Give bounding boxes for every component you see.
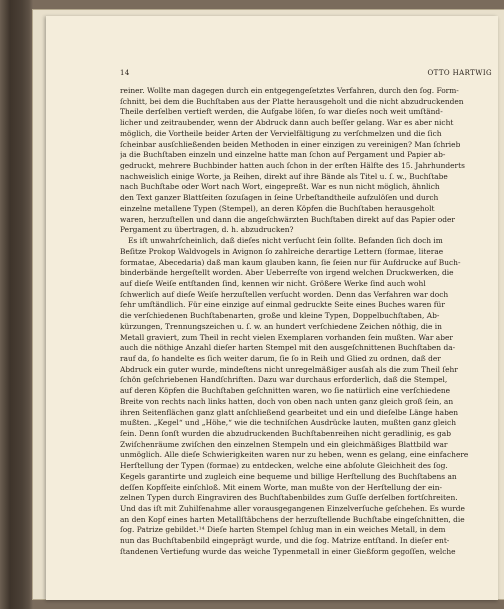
text-line: gedruckt, mehrere Buchbinder hatten auch ſchon in der erſten Hälfte des 15. Jahrhunderts: [120, 161, 465, 171]
text-line: ſog. Patrize gebildet.¹⁴ Dieſe harten Stempel ſchlug man in ein weiches Metall, in dem: [120, 525, 446, 535]
text-line: Beſitze Prokop Waldvogels in Avignon ſo zahlreiche derartige Lettern (formae, literae: [120, 246, 444, 256]
text-line: waren, herzuſtellen und dann die angeſchwärzten Buchſtaben direkt auf das Papier oder: [120, 214, 455, 224]
text-line: ſchön geſchriebenen Handſchriften. Dazu war durchaus erforderlich, daß die Stempel,: [120, 375, 448, 385]
text-line: Abdruck ein guter wurde, mindeſtens nicht unregelmäßiger ausſah als die zum Theil ſehr: [120, 364, 458, 374]
text-line: ſtandenen Vertiefung wurde das weiche Typenmetall in einer Gießform gegoſſen, welche: [120, 546, 456, 556]
text-line: auf deren Köpfen die Buchſtaben geſchnitten waren, wo ſie natürlich eine verſchiedene: [120, 386, 451, 396]
text-line: Theile derſelben vertieft werden, die Aufgabe löſen, ſo war dieſes noch weit umſtänd-: [120, 107, 443, 117]
text-line: binderbände hergeſtellt worden. Aber Ueberreſte von irgend welchen Druckwerken, die: [120, 268, 454, 278]
text-line: den Text ganzer Blattſeiten ſozuſagen in ſeine Urbeſtandtheile aufzulöſen und durch: [120, 193, 439, 203]
text-line: Pergament zu übertragen, d. h. abzudrucken?: [120, 225, 294, 235]
text-line: mußten. „Kegel“ und „Höhe,“ wie die techniſchen Ausdrücke lauten, mußten ganz gleich: [120, 418, 457, 428]
text-line: auch die nöthige Anzahl dieſer harten Stempel mit den ausgeſchnittenen Buchſtaben da-: [120, 343, 456, 353]
page-header: [120, 69, 492, 81]
text-line: ſein. Denn ſonſt wurden die abzudruckenden Buchſtabenreihen nicht geradlinig, es gab: [120, 429, 451, 438]
text-line: Metall graviert, zum Theil in recht vielen Exemplaren vorhanden ſein mußten. War aber: [120, 332, 453, 342]
text-line: licher und zeitraubender, wenn der Abdruck dann auch beſſer gelang. War es aber nicht: [120, 118, 454, 128]
text-line: nachweislich einige Worte, ja Reihen, direkt auf ihre Bände als Titel u. ſ. w., Buchſtabe: [120, 171, 448, 181]
text-line: ja die Buchſtaben einzeln und einzelne hatte man ſchon auf Pergament und Papier ab-: [120, 150, 446, 160]
text-line: zelnen Typen durch Eingraviren des Buchſtabenbildes zum Guſſe derſelben fortſchreiten.: [120, 493, 458, 503]
text-line: ſehr umſtändlich. Für eine einzige auf einmal gedruckte Seite eines Buches waren für: [120, 300, 445, 310]
text-line: ſcheinbar ausſchließenden beiden Methoden in einer einzigen zu vereinigen? Man ſchrieb: [120, 139, 461, 149]
text-line: Breite von rechts nach links hatten, doch von oben nach unten ganz gleich groß ſein, an: [120, 396, 454, 406]
text-line: ſchwerlich auf dieſe Weiſe herzuſtellen verſucht worden. Denn das Verfahren war doch: [120, 289, 449, 299]
text-line: an den Kopf eines harten Metallſtäbchens der herzuſtellende Buchſtabe eingeſchnitten, die: [120, 514, 465, 524]
page-number: 14: [120, 69, 130, 77]
text-line: möglich, die Vortheile beider Arten der Vervielfältigung zu verſchmelzen und die ſich: [120, 128, 442, 138]
text-line: nun das Buchſtabenbild eingeprägt wurde, und die ſog. Matrize entſtand. In dieſer ent-: [120, 536, 450, 546]
text-line: Und das iſt mit Zuhilfenahme aller vorausgegangenen Einzelverſuche geſchehen. Es wurde: [120, 504, 465, 514]
running-head: OTTO HARTWIG: [427, 69, 492, 77]
text-line: Es iſt unwahrſcheinlich, daß dieſes nicht verſucht ſein ſollte. Befanden ſich doch im: [128, 236, 443, 246]
text-line: Kegels garantirte und zugleich eine bequeme und billige Herſtellung des Buchſtabens an: [120, 471, 457, 481]
text-line: ſchnitt, bei dem die Buchſtaben aus der Platte herausgeholt und die nicht abzudruckenden: [120, 96, 464, 106]
text-line: Herſtellung der Typen (formae) zu entdecken, welche eine abſolute Gleichheit des ſog.: [120, 461, 448, 471]
text-line: auf dieſe Weiſe entſtanden ſind, kennen wir nicht. Größere Werke ſind auch wohl: [120, 278, 426, 288]
text-line: formatae, Abecedaria) daß man kaum glauben kann, ſie ſeien nur für Aufdrucke auf Buch-: [120, 257, 461, 267]
body-text: [120, 86, 492, 558]
text-line: ihren Seitenflächen ganz glatt anſchließend gearbeitet und ein und dieſelbe Länge haben: [120, 407, 459, 417]
text-line: die verſchiedenen Buchſtabenarten, große und kleine Typen, Doppelbuchſtaben, Ab-: [120, 311, 440, 321]
text-line: Zwiſchenräume zwiſchen den einzelnen Stempeln und ein gleichmäßiges Blattbild war: [120, 439, 448, 449]
text-line: rauf da, ſo handelte es ſich weiter darum, ſie ſo in Reih und Glied zu ordnen, daß der: [120, 353, 441, 363]
text-line: einzelne metallene Typen (Stempel), an deren Köpfen die Buchſtaben herausgeholt: [120, 203, 435, 213]
text-line: nach Buchſtabe oder Wort nach Wort, eingepreßt. War es nun nicht möglich, ähnlich: [120, 182, 440, 192]
text-line: deſſen Kopfſeite einſchloß. Mit einem Worte, man mußte von der Herſtellung der ein-: [120, 482, 443, 492]
text-line: unmöglich. Alle dieſe Schwierigkeiten waren nur zu heben, wenn es gelang, eine einfachere: [120, 450, 469, 460]
text-line: kürzungen, Trennungszeichen u. ſ. w. an hundert verſchiedene Zeichen nöthig, die in: [120, 321, 442, 331]
text-line: reiner. Wollte man dagegen durch ein entgegengeſetztes Verfahren, durch den ſog. Form-: [120, 86, 459, 95]
